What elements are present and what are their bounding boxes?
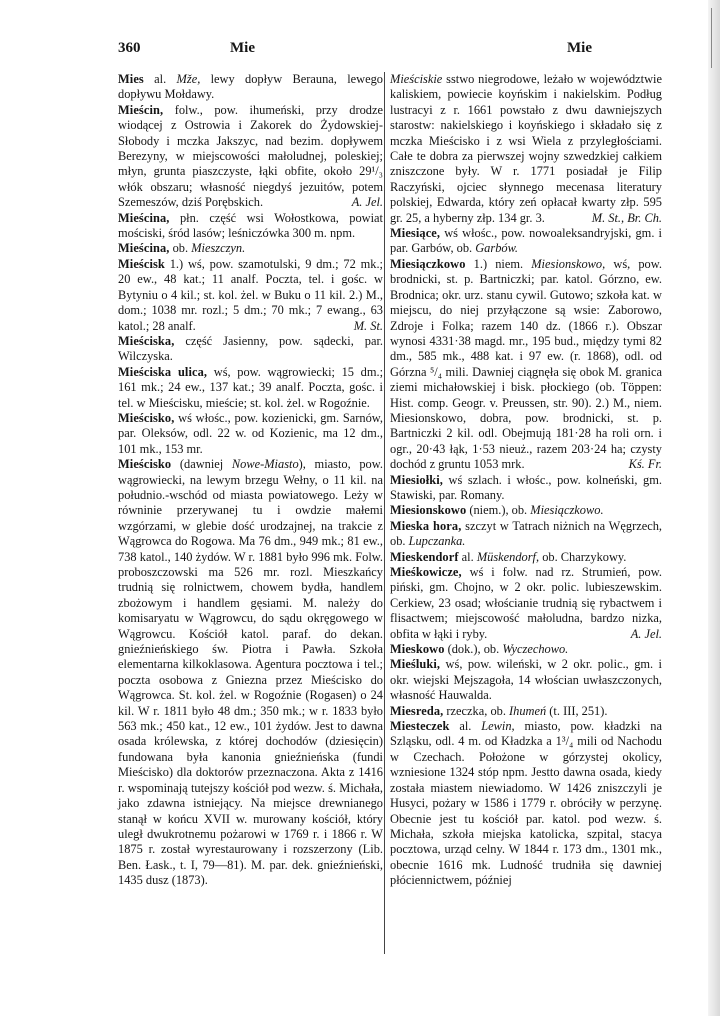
entry-headword: Mieścisko <box>118 457 172 472</box>
entry-text: ob. <box>169 241 192 256</box>
entry-italic: Ihumeń <box>509 703 547 718</box>
dictionary-entry <box>390 642 662 657</box>
entry-headword: Mieściska, <box>118 333 175 348</box>
author-signature: A. Jel. <box>630 626 662 641</box>
entry-text: 1.) niem. <box>465 256 532 271</box>
entry-text: al. <box>458 549 477 564</box>
entry-text: (niem.), ob. <box>466 503 531 518</box>
author-signature: Kś. Fr. <box>628 457 662 472</box>
entry-text: wś włośc., pow. nowoaleksandryjski, gm. i par. Garbów, ob. <box>390 226 662 256</box>
entry-text: folw., pow. ihumeński, przy drodze wiodącej z Ostrowia i Zakorek do Żydowskiej-Słobody i mczka Jakszyc, nad bezim. dopływem Berezyny, w miejscowości małoludnej, poleskiej; młyn, grunta piaszczyste, łąki obfite, około 29¹/₃ włók obszaru; własność niegdyś jezuitów, potem Szemeszów, dziś Porębskich. <box>118 102 383 210</box>
dictionary-entry <box>118 257 383 334</box>
entry-headword: Miesionskowo <box>390 503 467 518</box>
dictionary-entry <box>390 657 662 703</box>
entry-text-rest: ob. Charzykowy. <box>539 549 627 564</box>
entry-headword: Miesteczek <box>390 719 450 734</box>
entry-headword: Miesiączkowo <box>390 256 466 271</box>
dictionary-entry <box>390 226 662 257</box>
dictionary-entry <box>118 411 383 457</box>
dictionary-entry <box>390 72 662 226</box>
entry-text: płn. część wsi Wołostkowa, powiat mościski, śród lasów; leśniczówka 300 m. npm. <box>118 210 383 241</box>
entry-headword: Mieścisko, <box>118 410 175 425</box>
entry-text: wś i folw. nad rz. Strumień, pow. piński, gm. Chojno, w 2 okr. polic. lubieszewskim. Cerkiew, 23 osad; włościanie trudnią się rybactwem i flisactwem; miejscowość małoludna, bardzo nizka, obfita w łąki i ryby. <box>390 565 662 641</box>
entry-text-rest: sstwo niegrodowe, leżało w województwie kaliskiem, powiecie koyńskim i nakielskim. Podług lustracyi z r. 1661 powstało z dwu dawniejszych starostw: nakielskiego i koyńskiego i składało się z mczka Mieścisko i z wsi Wiela z przyległościami. Całe te dobra za pierwszej wojny szwedzkiej całkiem zniszczone były. W r. 1771 posiadał je Filip Raczyński, ojciec słynnego mecenasa literatury polskiej, Edwarda, który zeń opłacał kwarty złp. 595 gr. 25, a hyberny złp. 134 gr. 3. <box>390 72 662 225</box>
dictionary-entry <box>118 457 383 888</box>
dictionary-entry <box>118 103 383 211</box>
entry-italic: Müskendorf, <box>476 549 540 564</box>
dictionary-entry <box>118 211 383 242</box>
entry-text: szczyt w Tatrach niżnich na Węgrzech, ob. <box>390 518 662 549</box>
entry-headword: Mieskowo <box>390 642 445 657</box>
dictionary-entry <box>390 550 662 565</box>
dictionary-entry <box>390 565 662 642</box>
entry-headword: Mieska hora, <box>390 518 462 533</box>
running-head-left: Mie <box>230 40 255 56</box>
dictionary-entry <box>390 473 662 504</box>
author-signature: M. St. <box>353 318 383 333</box>
entry-italic: Nowe-Miasto <box>231 457 299 472</box>
entry-text: rzeczka, ob. <box>443 703 510 718</box>
entry-italic: Mieściskie <box>390 72 443 86</box>
entry-text: część Jasienny, pow. sądecki, par. Wilczyska. <box>118 333 383 364</box>
entry-text-rest: miasto, pow. kładzki na Szląsku, odl. 4 m. od Kładzka a 1³/₄ mili od Nachodu w Czechach. Położone w górzystej okolicy, wzniesione 1324 stóp npm. Jestto dawna osada, kiedy została miastem niewiadomo. W 1426 zniszczyli je Husyci, pożary w 1586 i 1779 r. obróciły w perzynę. Obecnie jest tu kościół par. katol. pod wezw. ś. Michała, szkoła miejska katolicka, szpital, stacya pocztowa, urząd celny. W 1844 r. 173 dm., 1301 mk., obecnie 1616 mk. Ludność trudniła się dawniej płóciennictwem, później <box>390 719 662 888</box>
entry-headword: Miesiołki, <box>390 472 443 487</box>
dictionary-entry <box>390 704 662 719</box>
edge-mark <box>711 8 718 68</box>
entry-headword: Mieścin, <box>118 102 164 117</box>
entry-text: wś szlach. i włośc., pow. kolneński, gm. Stawiski, par. Romany. <box>390 472 662 502</box>
entry-headword: Mieścina, <box>118 241 170 256</box>
entry-headword: Mieścina, <box>118 210 170 225</box>
right-column <box>390 72 662 889</box>
dictionary-entry <box>118 365 383 411</box>
left-column <box>118 72 383 889</box>
entry-text: wś, pow. wileński, w 2 okr. polic., gm. i okr. wiejski Mejszagoła, 14 włościan uwłaszczonych, własność Hauwalda. <box>390 657 662 703</box>
entry-text: wś, pow. wągrowiecki; 15 dm.; 161 mk.; 24 ew., 137 kat.; 39 analf. Poczta, gośc. i tel. w Mieścisku, mieście; st. kol. żel. w Rogoźnie. <box>118 364 384 410</box>
running-head-right: Mie <box>567 40 592 56</box>
scan-page-edge <box>708 0 720 1016</box>
entry-text: (dok.), ob. <box>444 642 503 657</box>
entry-italic: Mže, <box>176 72 201 86</box>
dictionary-entry <box>118 72 383 103</box>
page-header <box>118 40 592 60</box>
entry-text: (dawniej <box>171 457 232 472</box>
entry-italic: Wyczechowo. <box>502 642 569 657</box>
author-signature: M. St., Br. Ch. <box>591 210 662 225</box>
entry-headword: Mieściska ulica, <box>118 364 208 379</box>
dictionary-entry <box>118 241 383 256</box>
column-divider <box>384 72 385 954</box>
entry-headword: Mieskendorf <box>390 549 459 564</box>
entry-headword: Miesiące, <box>390 226 441 241</box>
entry-text-rest: (t. III, 251). <box>546 703 608 718</box>
dictionary-entry <box>390 503 662 518</box>
dictionary-entry <box>390 519 662 550</box>
entry-headword: Mieścisk <box>118 256 165 271</box>
dictionary-entry <box>390 257 662 473</box>
entry-text: wś włośc., pow. kozienicki, gm. Sarnów, par. Oleksów, odl. 22 w. od Kozienic, ma 12 dm., 101 mk., 153 mr. <box>118 410 383 456</box>
entry-italic: Miesiączkowo. <box>530 503 604 518</box>
entry-text: 1.) wś, pow. szamotulski, 9 dm.; 72 mk.; 20 ew., 48 kat.; 11 analf. Poczta, tel. i gośc. w Bytyniu o 4 kil.; st. kol. żel. w Buku o 11 kil. 2.) M., dom.; 1038 mr. rozl.; 5 dm.; 70 mk.; 7 ewang., 63 katol.; 28 analf. <box>118 256 383 333</box>
entry-italic: Mieszczyn. <box>191 241 246 256</box>
entry-headword: Mieśluki, <box>390 657 441 672</box>
entry-text-rest: ), miasto, pow. wągrowiecki, na lewym brzegu Wełny, o 11 kil. na południo.-wschód od miasta powiatowego. Leży w równinie przerywanej tu i owdzie małemi wzgórzami, w glebie dość urodzajnej, na trakcie z Wągrowca do Rogowa. Ma 76 dm., 949 mk.; 81 ew., 738 katol., 140 żydów. W r. 1881 było 996 mk. Folw. proboszczowski ma 526 mr. rozl. Mieszkańcy trudnią się rolnictwem, chowem bydła, handlem zbożowym i handlem gęsiami. M. należy do komisaryatu w Wągrowcu, do sądu okręgowego w Wągrowcu. Kościół katol. paraf. do dekan. gnieźnieńskiego św. Piotra i Pawła. Szkoła elementarna kilkoklasowa. Agentura pocztowa i tel.; poczta osobowa z Gniezna przez Mieścisko do Wągrowca. St. kol. żel. w Rogoźnie (Rogasen) o 24 kil. W r. 1811 było 48 dm.; 350 mk.; w r. 1833 było 563 mk.; 450 kat., 12 ew., 101 żydów. Jest to dawna osada królewska, z której dochodów (dziesięcin) fundowana była kanonia gnieźnieńska (fundi Mieścisko) dla doktorów przeznaczona. Akta z 1416 r. wspominają tutejszy kościół pod wezw. ś. Michała, jako zdawna istniejący. Na miejsce drewnianego stanął w końcu XVII w. murowany kościół, który uległ dwukrotnemu pożarowi w 1769 r. i 1866 r. W 1875 r. został wyrestaurowany i rozszerzony (Lib. Ben. Łask., t. I, 79—81). M. par. dek. gnieźnieński, 1435 dusz (1873). <box>118 457 383 888</box>
entry-headword: Mieśkowicze, <box>390 565 462 579</box>
entry-italic: Miesionskowo, <box>531 256 606 271</box>
author-signature: A. Jel. <box>351 195 383 210</box>
dictionary-entry <box>118 334 383 365</box>
entry-italic: Garbów. <box>475 241 519 256</box>
entry-text-rest: wś, pow. brodnicki, st. p. Bartniczki; par. katol. Górzno, ew. Brodnica; okr. urz. stanu cywil. Gutowo; szkoła kat. w miejscu, do niej przyłączone są wsie: Zaborowo, Zdroje i Folka; razem 140 dz. (1866 r.). Obszar wynosi 4331·38 magd. mr., 195 bud., między tymi 82 dm., 585 mk., 488 kat. i 97 ew. (r. 1868), odl. od Górzna ⁵/₄ mili. Dawniej ciągnęła się obok M. granica ziemi michałowskiej i bisk. płockiego (ob. Töppen: Hist. comp. Geogr. v. Preussen, str. 90). 2.) M., niem. Miesionskowo, dobra, pow. brodnicki, st. p. Bartniczki 2 kil. odl. Obejmują 181·28 ha roli orn. i ogr., 20·43 łąk, 1·53 nieuż., razem 203·24 ha; czysty dochód z gruntu 1053 mrk. <box>390 256 662 472</box>
entry-text: al. <box>143 72 177 86</box>
entry-text-rest: lewy dopływ Berauna, lewego dopływu Mołdawy. <box>118 72 383 102</box>
entry-italic: Lupczanka. <box>408 534 466 549</box>
page-number: 360 <box>118 40 141 56</box>
entry-headword: Miesreda, <box>390 703 444 718</box>
entry-text: al. <box>449 719 482 734</box>
entry-italic: Lewin, <box>481 719 515 734</box>
dictionary-entry <box>390 719 662 888</box>
entry-headword: Mies <box>118 72 144 86</box>
